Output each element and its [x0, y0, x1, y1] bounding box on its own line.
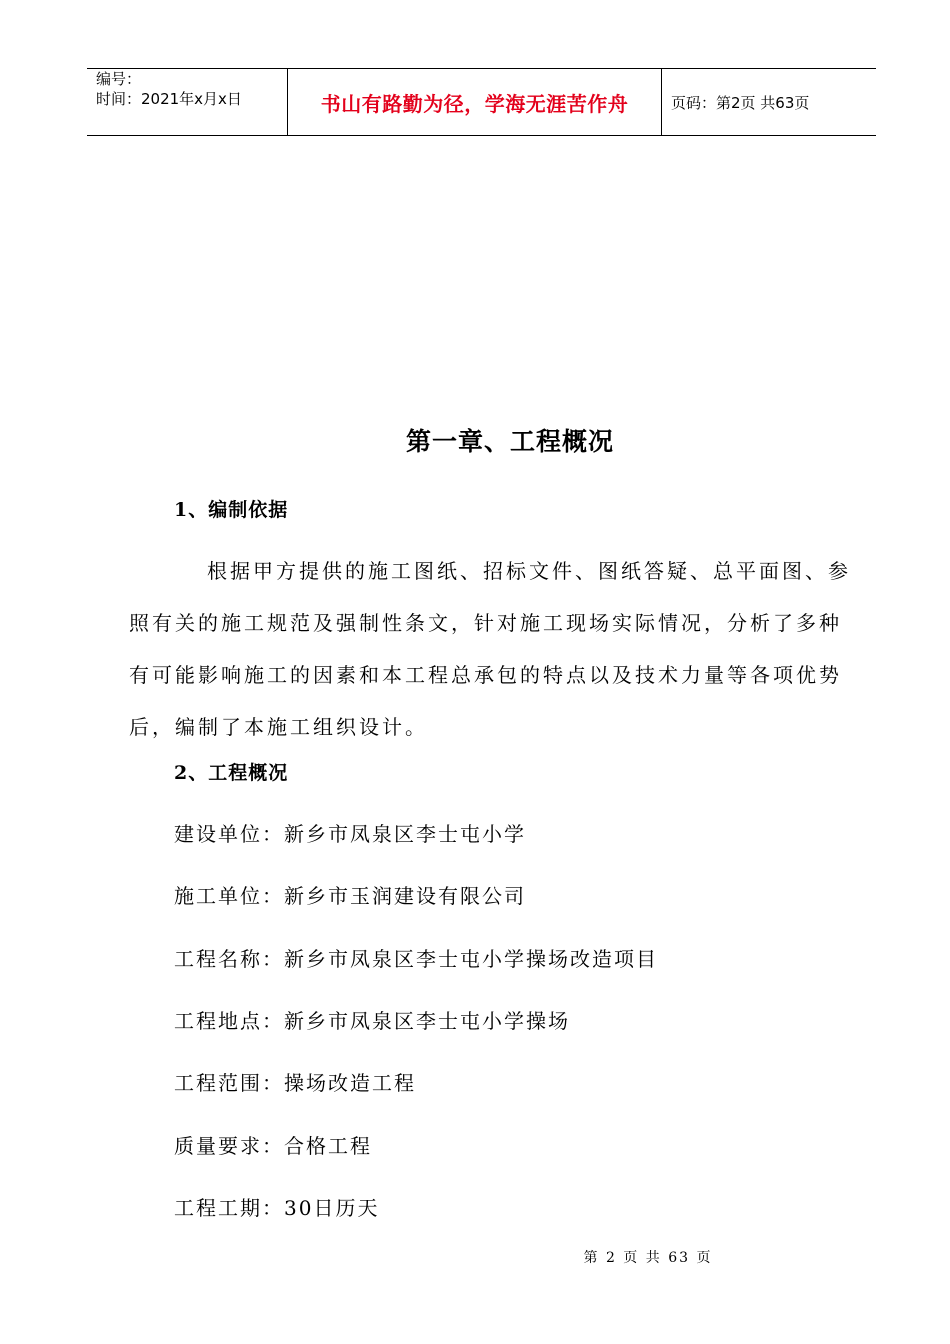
document-number-label: 编号： — [96, 70, 142, 88]
info-row-duration: 工程工期：30日历天 — [174, 1196, 380, 1220]
info-row-owner: 建设单位：新乡市凤泉区李士屯小学 — [174, 822, 526, 846]
chapter-title: 第一章、工程概况 — [405, 427, 614, 456]
paragraph-line: 照有关的施工规范及强制性条文，针对施工现场实际情况，分析了多种 — [129, 611, 842, 635]
paragraph-line: 有可能影响施工的因素和本工程总承包的特点以及技术力量等各项优势 — [129, 663, 842, 687]
header-motto-cell — [287, 69, 662, 135]
section-heading-basis: 1、编制依据 — [174, 499, 289, 521]
header-page-code: 页码：第2页 共63页 — [671, 93, 810, 112]
info-row-contractor: 施工单位：新乡市玉润建设有限公司 — [174, 884, 526, 908]
document-date-label: 时间：2021年x月x日 — [96, 90, 242, 108]
header-motto: 书山有路勤为径，学海无涯苦作舟 — [320, 91, 629, 116]
info-row-scope: 工程范围：操场改造工程 — [174, 1071, 416, 1095]
info-row-project-name: 工程名称：新乡市凤泉区李士屯小学操场改造项目 — [174, 947, 658, 971]
paragraph-line: 后，编制了本施工组织设计。 — [129, 715, 428, 739]
page-footer: 第 2 页 共 63 页 — [583, 1250, 713, 1266]
paragraph-line: 根据甲方提供的施工图纸、招标文件、图纸答疑、总平面图、参 — [207, 559, 851, 583]
info-row-quality: 质量要求：合格工程 — [174, 1134, 372, 1158]
basis-paragraph — [129, 545, 851, 753]
document-header — [87, 68, 876, 136]
header-page-cell — [661, 69, 876, 135]
section-heading-overview: 2、工程概况 — [174, 762, 289, 784]
info-row-location: 工程地点：新乡市凤泉区李士屯小学操场 — [174, 1009, 570, 1033]
header-meta-cell — [87, 69, 287, 135]
